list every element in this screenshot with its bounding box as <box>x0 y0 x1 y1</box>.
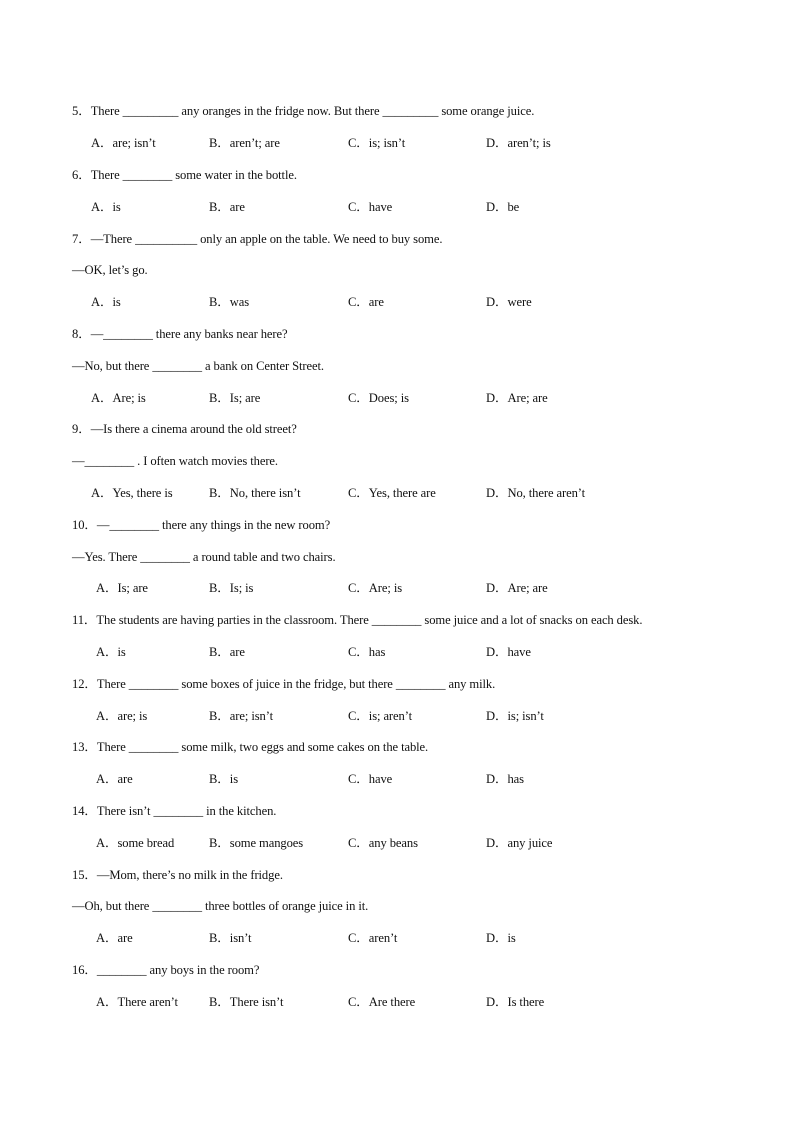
answer-option[interactable]: B．No, there isn’t <box>209 486 301 500</box>
answer-option[interactable]: D．Are; are <box>486 391 548 405</box>
answer-option[interactable]: A．are <box>96 772 133 786</box>
answer-option[interactable]: D．has <box>486 772 524 786</box>
answer-option[interactable]: C．has <box>348 645 386 659</box>
answer-option[interactable]: B．Is; is <box>209 581 254 595</box>
answer-option[interactable]: A．are; is <box>96 709 148 723</box>
question-line: —________ . I often watch movies there. <box>72 454 278 468</box>
question-line: 13．There ________ some milk, two eggs and some cakes on the table. <box>72 740 429 754</box>
answer-option[interactable]: B．are <box>209 645 245 659</box>
question-line: 12．There ________ some boxes of juice in the fridge, but there ________ any milk. <box>72 677 496 691</box>
question-line: 15．—Mom, there’s no milk in the fridge. <box>72 868 283 882</box>
answer-option[interactable]: D．is; isn’t <box>486 709 544 723</box>
answer-option[interactable]: D．be <box>486 200 520 214</box>
answer-option[interactable]: C．are <box>348 295 384 309</box>
question-line: 7．—There __________ only an apple on the table. We need to buy some. <box>72 232 443 246</box>
question-line: —Oh, but there ________ three bottles of orange juice in it. <box>72 899 369 913</box>
answer-option[interactable]: B．was <box>209 295 250 309</box>
answer-option[interactable]: C．aren’t <box>348 931 398 945</box>
question-line: 10．—________ there any things in the new room? <box>72 518 331 532</box>
answer-option[interactable]: A．Is; are <box>96 581 148 595</box>
question-line: —OK, let’s go. <box>72 263 148 277</box>
answer-option[interactable]: A．is <box>91 200 121 214</box>
answer-option[interactable]: B．aren’t; are <box>209 136 280 150</box>
answer-option[interactable]: D．were <box>486 295 532 309</box>
answer-option[interactable]: A．is <box>96 645 126 659</box>
question-line: 9．—Is there a cinema around the old street? <box>72 422 297 436</box>
answer-option[interactable]: C．Does; is <box>348 391 409 405</box>
answer-option[interactable]: D．any juice <box>486 836 553 850</box>
answer-option[interactable]: C．have <box>348 200 393 214</box>
answer-option[interactable]: A．are <box>96 931 133 945</box>
answer-option[interactable]: B．There isn’t <box>209 995 284 1009</box>
answer-option[interactable]: C．any beans <box>348 836 418 850</box>
answer-option[interactable]: C．Yes, there are <box>348 486 436 500</box>
answer-option[interactable]: A．There aren’t <box>96 995 178 1009</box>
question-line: 6．There ________ some water in the bottle. <box>72 168 297 182</box>
answer-option[interactable]: A．Yes, there is <box>91 486 173 500</box>
answer-option[interactable]: A．some bread <box>96 836 175 850</box>
answer-option[interactable]: B．isn’t <box>209 931 252 945</box>
answer-option[interactable]: D．is <box>486 931 516 945</box>
answer-option[interactable]: C．is; aren’t <box>348 709 412 723</box>
answer-option[interactable]: B．Is; are <box>209 391 261 405</box>
answer-option[interactable]: C．is; isn’t <box>348 136 406 150</box>
answer-option[interactable]: B．are <box>209 200 245 214</box>
answer-option[interactable]: B．some mangoes <box>209 836 304 850</box>
question-line: 14．There isn’t ________ in the kitchen. <box>72 804 277 818</box>
answer-option[interactable]: D．Is there <box>486 995 545 1009</box>
answer-option[interactable]: A．Are; is <box>91 391 146 405</box>
answer-option[interactable]: C．have <box>348 772 393 786</box>
answer-option[interactable]: C．Are there <box>348 995 416 1009</box>
question-line: 11．The students are having parties in the classroom. There ________ some juice and a lot of snacks on each desk. <box>72 613 643 627</box>
answer-option[interactable]: D．No, there aren’t <box>486 486 586 500</box>
answer-option[interactable]: D．Are; are <box>486 581 548 595</box>
answer-option[interactable]: B．are; isn’t <box>209 709 273 723</box>
answer-option[interactable]: A．is <box>91 295 121 309</box>
answer-option[interactable]: D．have <box>486 645 531 659</box>
answer-option[interactable]: D．aren’t; is <box>486 136 551 150</box>
answer-option[interactable]: C．Are; is <box>348 581 403 595</box>
question-line: —No, but there ________ a bank on Center Street. <box>72 359 324 373</box>
answer-option[interactable]: B．is <box>209 772 238 786</box>
question-line: —Yes. There ________ a round table and two chairs. <box>72 550 336 564</box>
question-line: 8．—________ there any banks near here? <box>72 327 288 341</box>
question-line: 5．There _________ any oranges in the fridge now. But there _________ some orange juice. <box>72 104 535 118</box>
question-line: 16．________ any boys in the room? <box>72 963 260 977</box>
answer-option[interactable]: A．are; isn’t <box>91 136 156 150</box>
